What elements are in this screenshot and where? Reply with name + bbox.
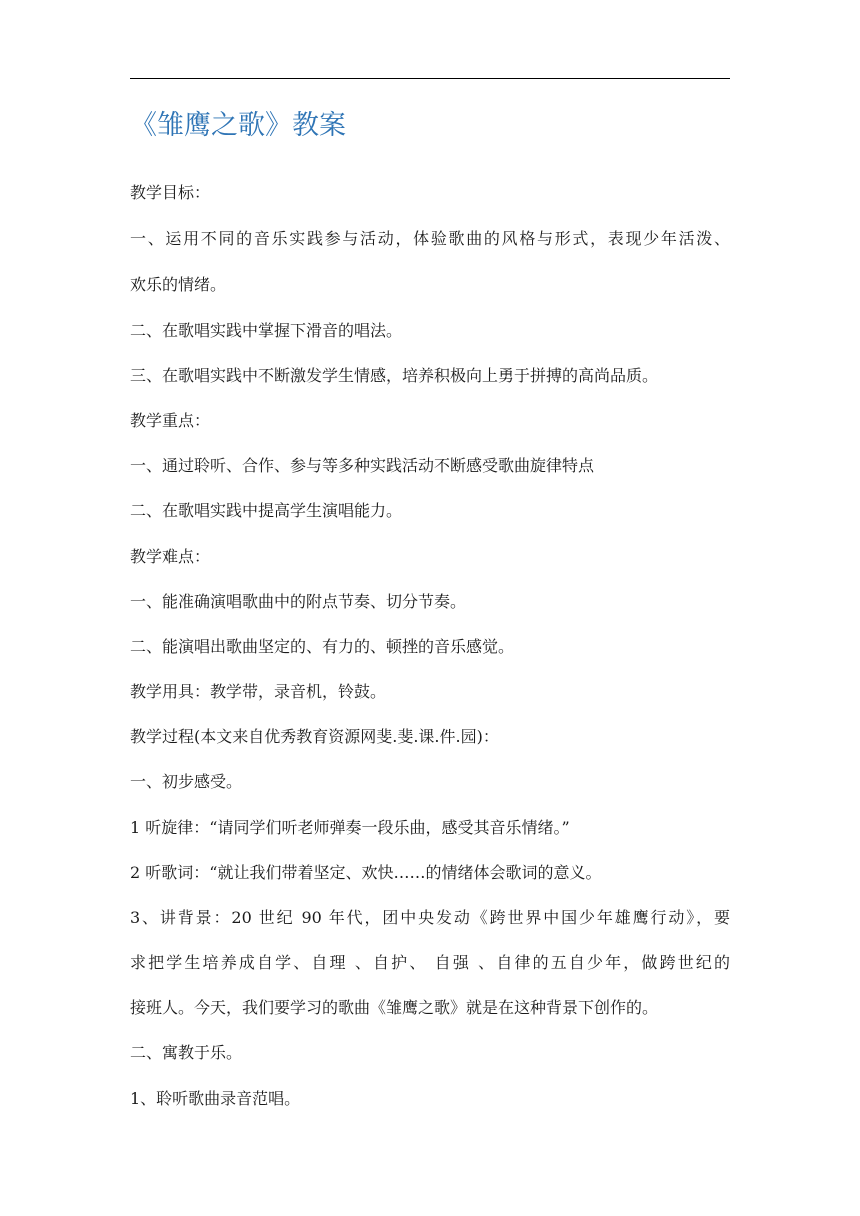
paragraph-line: 二、在歌唱实践中掌握下滑音的唱法。 [130,321,403,340]
paragraph-line: 三、在歌唱实践中不断激发学生情感，培养积极向上勇于拼搏的高尚品质。 [130,366,659,385]
paragraph-line: 求把学生培养成自学、自理 、自护、 自强 、自律的五自少年，做跨世纪的 [130,953,730,972]
paragraph-line: 二、能演唱出歌曲坚定的、有力的、顿挫的音乐感觉。 [130,637,515,656]
document-title: 《雏鹰之歌》教案 [130,110,346,141]
paragraph-line: 二、在歌唱实践中提高学生演唱能力。 [130,501,403,520]
paragraph-line: 一、能准确演唱歌曲中的附点节奏、切分节奏。 [130,592,467,611]
heading-difficulties: 教学难点： [130,547,211,566]
heading-teaching-process: 教学过程(本文来自优秀教育资源网斐.斐.课.件.园)： [130,727,499,746]
paragraph-line: 一、初步感受。 [130,772,243,791]
paragraph-line: 教学用具：教学带，录音机，铃鼓。 [130,682,387,701]
paragraph-line: 一、运用不同的音乐实践参与活动，体验歌曲的风格与形式，表现少年活泼、 [130,229,730,248]
header-rule [130,78,730,79]
paragraph-line: 2 听歌词：“就让我们带着坚定、欢快……的情绪体会歌词的意义。 [130,863,602,882]
paragraph-line: 1 听旋律：“请同学们听老师弹奏一段乐曲，感受其音乐情绪。” [130,818,570,837]
heading-teaching-goals: 教学目标： [130,183,211,202]
paragraph-line: 一、通过聆听、合作、参与等多种实践活动不断感受歌曲旋律特点 [130,456,595,475]
paragraph-line: 1、聆听歌曲录音范唱。 [130,1089,301,1108]
paragraph-line: 欢乐的情绪。 [130,275,227,294]
paragraph-line: 3、讲背景：20 世纪 90 年代，团中央发动《跨世界中国少年雄鹰行动》，要 [130,908,730,927]
paragraph-line: 接班人。今天，我们要学习的歌曲《雏鹰之歌》就是在这种背景下创作的。 [130,998,659,1017]
paragraph-line: 二、寓教于乐。 [130,1043,243,1062]
heading-key-points: 教学重点： [130,411,211,430]
